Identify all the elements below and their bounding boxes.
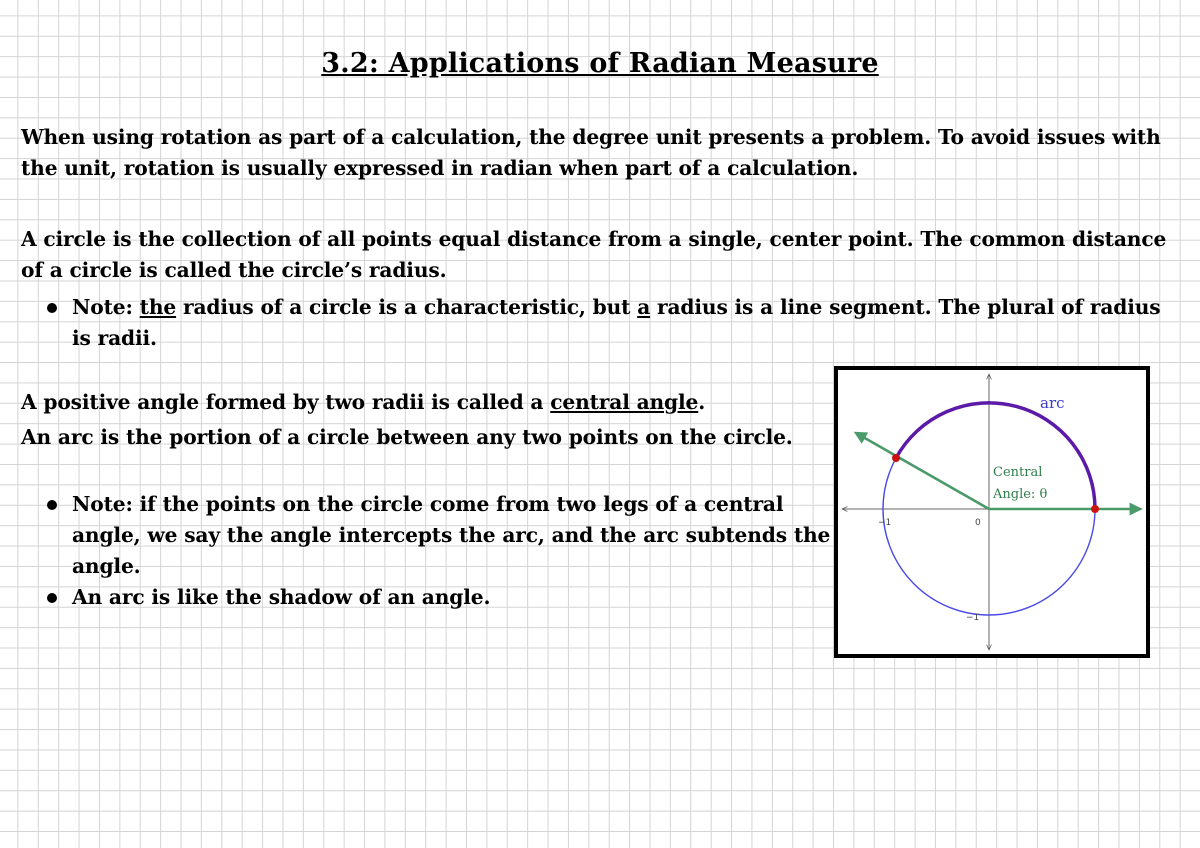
initial-point: [1091, 505, 1099, 513]
x-tick-label-neg1: −1: [878, 518, 892, 528]
unit-circle-figure: [834, 366, 1150, 658]
origin-label: 0: [975, 518, 981, 528]
arc-note-list: [21, 489, 831, 613]
term-central-angle: central angle: [550, 390, 699, 414]
arc-label: arc: [1040, 394, 1065, 412]
term-the: the: [139, 295, 177, 319]
terminal-point: [892, 454, 900, 462]
central-angle-paragraph: A positive angle formed by two radii is called a central angle.: [21, 390, 706, 414]
page-title: 3.2: Applications of Radian Measure: [321, 48, 879, 79]
unit-circle-diagram: [838, 370, 1146, 654]
term-a: a: [637, 295, 651, 319]
arc-note-intercepts: Note: if the points on the circle come from two legs of a central angle, we say the angle intercepts the arc, and the arc subtends the angle.: [21, 489, 831, 582]
radius-note: Note: the radius of a circle is a characteristic, but a radius is a line segment. The plural of radius is radii.: [21, 292, 1161, 354]
intro-paragraph: When using rotation as part of a calculation, the degree unit presents a problem. To avoid issues with the unit, rotation is usually expressed in radian when part of a calculation.: [21, 125, 1161, 180]
y-tick-label-neg1: −1: [966, 613, 980, 623]
arc-note-shadow: An arc is like the shadow of an angle.: [21, 582, 831, 613]
central-label-line1: Central: [993, 465, 1043, 480]
terminal-ray: [856, 433, 989, 509]
circle-definition-paragraph: A circle is the collection of all points equal distance from a single, center point. The common distance of a circle is called the circle’s radius.: [21, 227, 1167, 282]
central-label-line2: Angle: θ: [993, 487, 1048, 502]
arc-definition-paragraph: An arc is the portion of a circle between any two points on the circle.: [21, 425, 793, 449]
radius-note-list: [21, 292, 1161, 354]
